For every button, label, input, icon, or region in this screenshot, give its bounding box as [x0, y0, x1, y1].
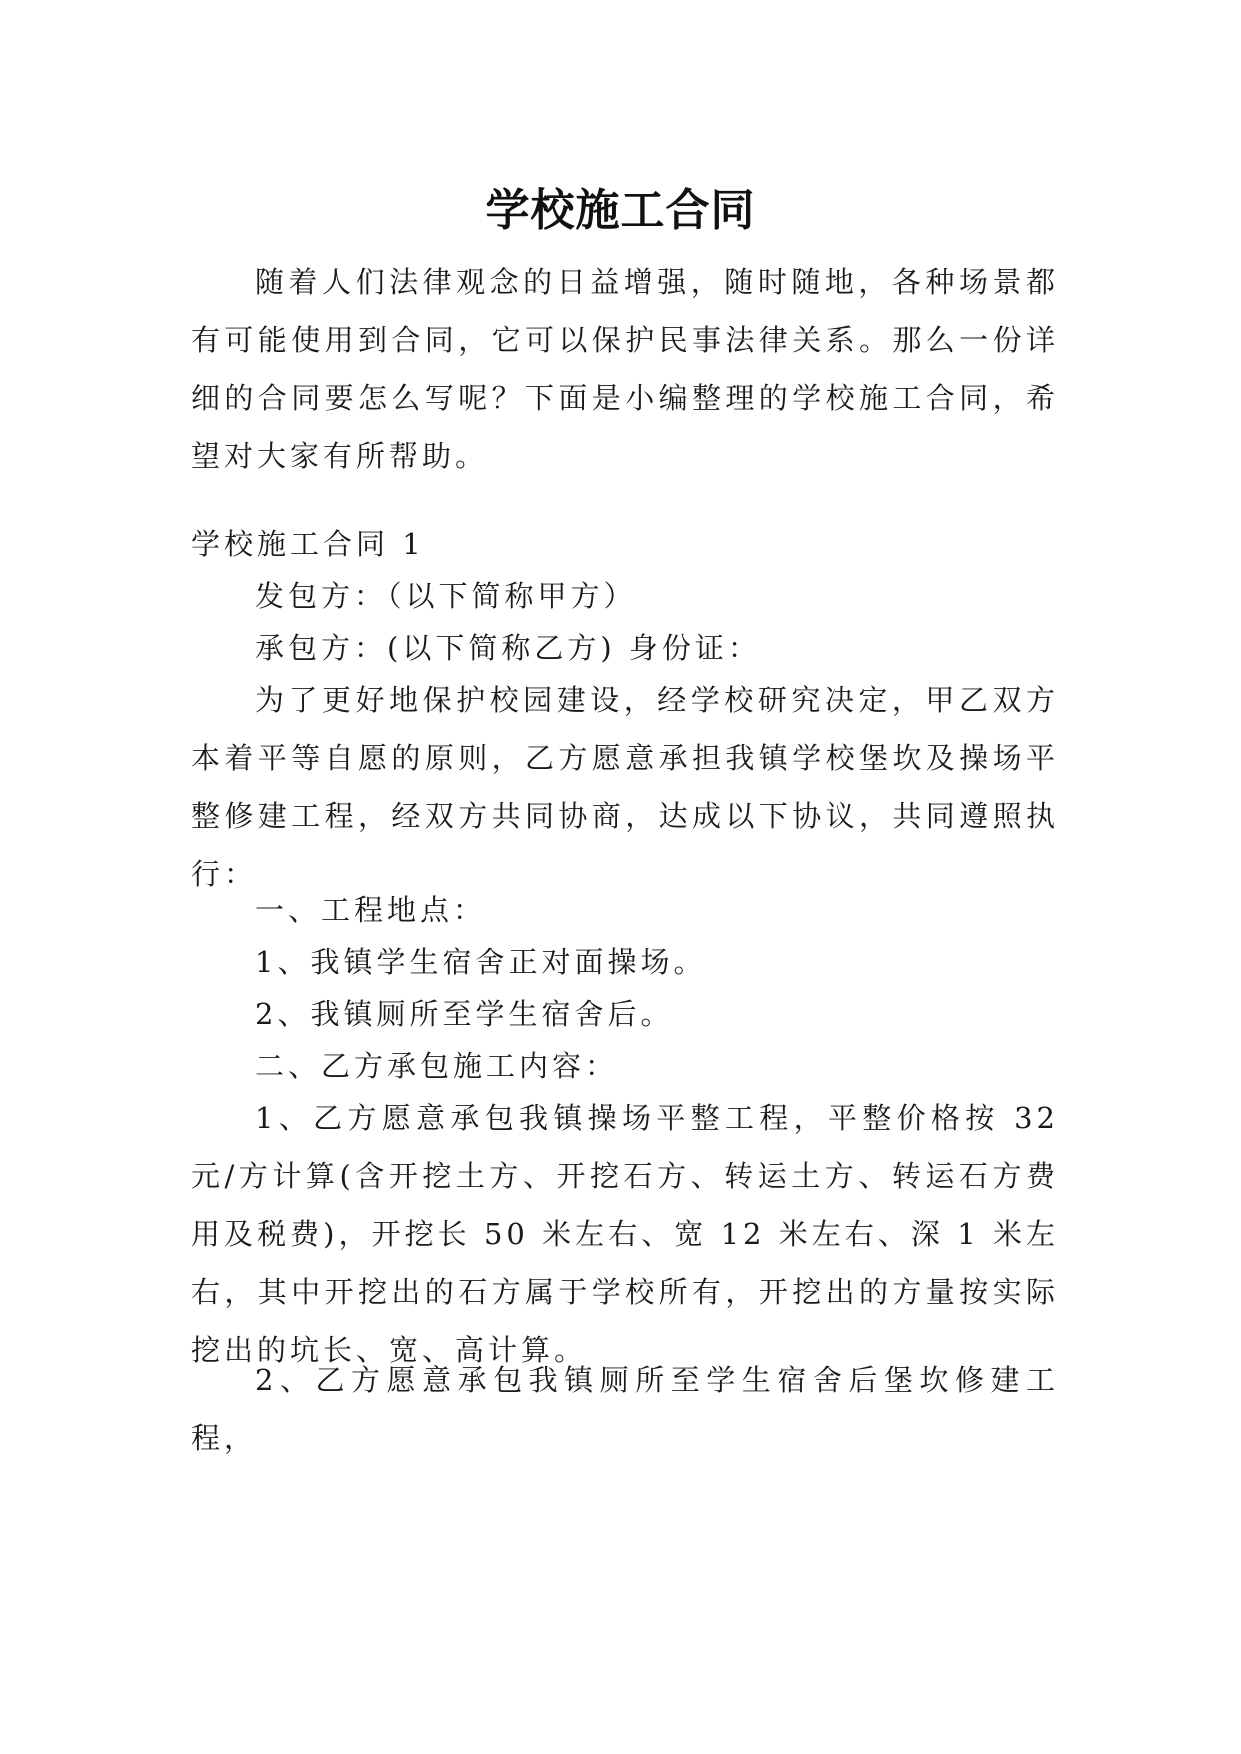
clause-1-item-1: 1、我镇学生宿舍正对面操场。 [255, 945, 707, 979]
clause-2-item-1: 1、乙方愿意承包我镇操场平整工程，平整价格按 32 元/方计算(含开挖土方、开挖石方、转运土方、转运石方费用及税费)，开挖长 50 米左右、宽 12 米左右、深 1 米左右，其中开挖出的石方属于学校所有，开挖出的方量按实际挖出的坑长、宽、高计算。 [191, 1101, 1059, 1367]
intro-paragraph: 随着人们法律观念的日益增强，随时随地，各种场景都有可能使用到合同，它可以保护民事法律关系。那么一份详细的合同要怎么写呢？下面是小编整理的学校施工合同，希望对大家有所帮助。 [191, 265, 1059, 473]
section-heading: 学校施工合同 1 [191, 527, 425, 561]
party-b-line: 承包方：(以下简称乙方) 身份证： [255, 631, 761, 665]
clause-1-heading: 一、工程地点： [255, 893, 487, 927]
clause-2-item-2: 2、乙方愿意承包我镇厕所至学生宿舍后堡坎修建工程， [191, 1363, 1059, 1455]
preamble-paragraph: 为了更好地保护校园建设，经学校研究决定，甲乙双方本着平等自愿的原则，乙方愿意承担我镇学校堡坎及操场平整修建工程，经双方共同协商，达成以下协议，共同遵照执行： [191, 683, 1059, 891]
document-title: 学校施工合同 [485, 185, 756, 237]
clause-1-item-2: 2、我镇厕所至学生宿舍后。 [255, 997, 674, 1031]
party-a-line: 发包方：（以下简称甲方） [255, 579, 637, 613]
clause-2-heading: 二、乙方承包施工内容： [255, 1049, 619, 1083]
